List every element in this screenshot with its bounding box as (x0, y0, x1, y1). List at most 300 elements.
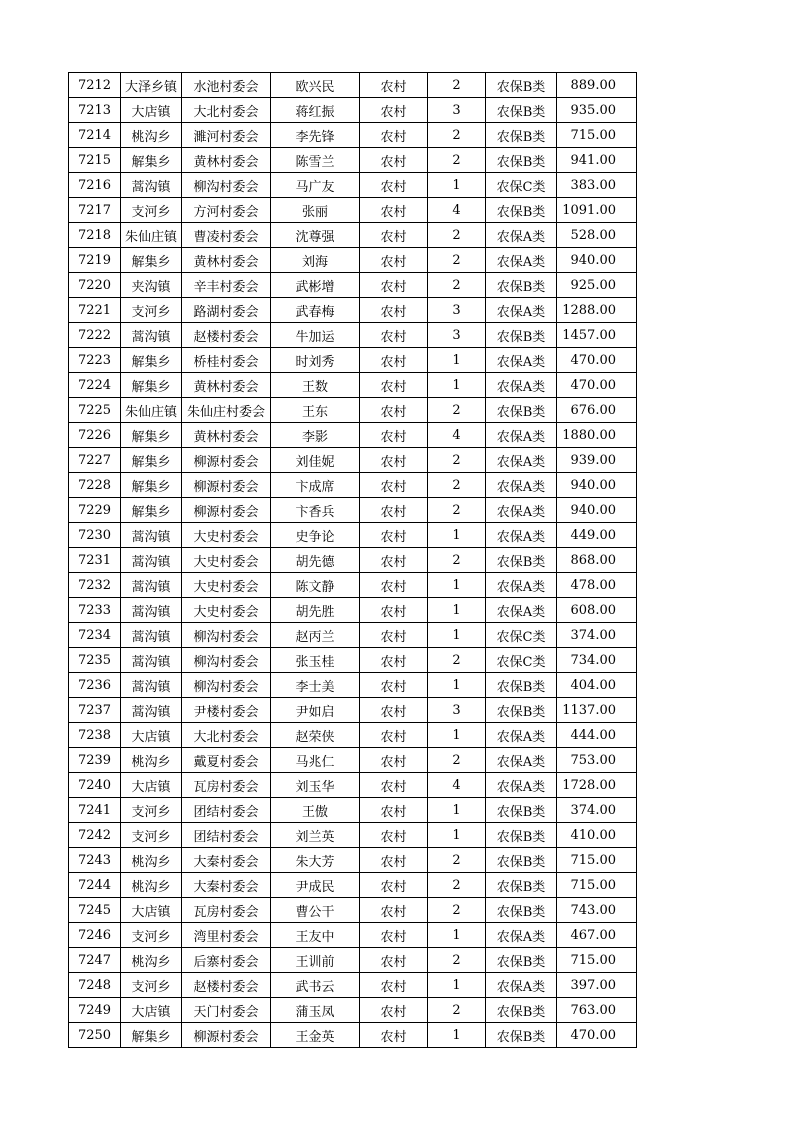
household-size-cell: 1 (428, 173, 486, 198)
household-size-cell: 2 (428, 473, 486, 498)
insurance-category-cell: 农保B类 (486, 948, 557, 973)
household-size-cell: 2 (428, 648, 486, 673)
person-name-cell: 陈文静 (271, 573, 360, 598)
insurance-category-cell: 农保B类 (486, 398, 557, 423)
row-number-cell: 7246 (69, 923, 121, 948)
household-size-cell: 2 (428, 748, 486, 773)
township-cell: 解集乡 (121, 473, 182, 498)
household-type-cell: 农村 (360, 523, 428, 548)
household-size-cell: 1 (428, 1023, 486, 1048)
household-size-cell: 2 (428, 948, 486, 973)
table-row (69, 573, 637, 598)
table-row (69, 423, 637, 448)
row-number-cell: 7236 (69, 673, 121, 698)
household-type-cell: 农村 (360, 273, 428, 298)
table-row (69, 323, 637, 348)
township-cell: 桃沟乡 (121, 848, 182, 873)
amount-cell: 940.00 (557, 473, 637, 498)
table-row (69, 448, 637, 473)
row-number-cell: 7249 (69, 998, 121, 1023)
row-number-cell: 7225 (69, 398, 121, 423)
household-size-cell: 3 (428, 298, 486, 323)
household-size-cell: 1 (428, 573, 486, 598)
table-row (69, 1023, 637, 1048)
person-name-cell: 刘海 (271, 248, 360, 273)
township-cell: 支河乡 (121, 823, 182, 848)
amount-cell: 528.00 (557, 223, 637, 248)
insurance-category-cell: 农保B类 (486, 1023, 557, 1048)
table-row (69, 548, 637, 573)
village-committee-cell: 赵楼村委会 (182, 323, 271, 348)
insurance-category-cell: 农保B类 (486, 698, 557, 723)
village-committee-cell: 瓦房村委会 (182, 898, 271, 923)
person-name-cell: 李士美 (271, 673, 360, 698)
person-name-cell: 李影 (271, 423, 360, 448)
person-name-cell: 王傲 (271, 798, 360, 823)
row-number-cell: 7212 (69, 73, 121, 98)
person-name-cell: 沈尊强 (271, 223, 360, 248)
insurance-category-cell: 农保B类 (486, 273, 557, 298)
village-committee-cell: 赵楼村委会 (182, 973, 271, 998)
township-cell: 解集乡 (121, 423, 182, 448)
household-size-cell: 3 (428, 698, 486, 723)
amount-cell: 763.00 (557, 998, 637, 1023)
village-committee-cell: 黄林村委会 (182, 423, 271, 448)
household-type-cell: 农村 (360, 348, 428, 373)
township-cell: 支河乡 (121, 923, 182, 948)
row-number-cell: 7214 (69, 123, 121, 148)
household-type-cell: 农村 (360, 473, 428, 498)
township-cell: 夹沟镇 (121, 273, 182, 298)
household-size-cell: 1 (428, 798, 486, 823)
table-row (69, 798, 637, 823)
village-committee-cell: 方河村委会 (182, 198, 271, 223)
amount-cell: 715.00 (557, 873, 637, 898)
person-name-cell: 蒲玉凤 (271, 998, 360, 1023)
township-cell: 解集乡 (121, 373, 182, 398)
insurance-category-cell: 农保B类 (486, 198, 557, 223)
township-cell: 桃沟乡 (121, 748, 182, 773)
township-cell: 蒿沟镇 (121, 698, 182, 723)
person-name-cell: 赵丙兰 (271, 623, 360, 648)
household-type-cell: 农村 (360, 548, 428, 573)
table-row (69, 148, 637, 173)
person-name-cell: 曹公干 (271, 898, 360, 923)
row-number-cell: 7239 (69, 748, 121, 773)
table-row (69, 523, 637, 548)
table-row (69, 748, 637, 773)
household-type-cell: 农村 (360, 998, 428, 1023)
household-type-cell: 农村 (360, 323, 428, 348)
row-number-cell: 7240 (69, 773, 121, 798)
row-number-cell: 7213 (69, 98, 121, 123)
household-type-cell: 农村 (360, 698, 428, 723)
household-size-cell: 1 (428, 373, 486, 398)
village-committee-cell: 黄林村委会 (182, 148, 271, 173)
insurance-category-cell: 农保B类 (486, 673, 557, 698)
township-cell: 支河乡 (121, 298, 182, 323)
household-size-cell: 1 (428, 673, 486, 698)
township-cell: 解集乡 (121, 448, 182, 473)
village-committee-cell: 天门村委会 (182, 998, 271, 1023)
insurance-category-cell: 农保C类 (486, 648, 557, 673)
insurance-category-cell: 农保B类 (486, 98, 557, 123)
table-row (69, 898, 637, 923)
village-committee-cell: 大北村委会 (182, 723, 271, 748)
household-size-cell: 4 (428, 198, 486, 223)
township-cell: 解集乡 (121, 248, 182, 273)
village-committee-cell: 尹楼村委会 (182, 698, 271, 723)
row-number-cell: 7223 (69, 348, 121, 373)
village-committee-cell: 柳源村委会 (182, 498, 271, 523)
household-size-cell: 3 (428, 98, 486, 123)
household-size-cell: 2 (428, 848, 486, 873)
person-name-cell: 张丽 (271, 198, 360, 223)
insurance-category-cell: 农保A类 (486, 573, 557, 598)
household-size-cell: 2 (428, 73, 486, 98)
amount-cell: 478.00 (557, 573, 637, 598)
township-cell: 蒿沟镇 (121, 623, 182, 648)
township-cell: 蒿沟镇 (121, 173, 182, 198)
village-committee-cell: 湾里村委会 (182, 923, 271, 948)
table-row (69, 873, 637, 898)
person-name-cell: 史争论 (271, 523, 360, 548)
township-cell: 蒿沟镇 (121, 598, 182, 623)
table-row (69, 123, 637, 148)
person-name-cell: 王东 (271, 398, 360, 423)
household-type-cell: 农村 (360, 798, 428, 823)
household-size-cell: 1 (428, 723, 486, 748)
household-type-cell: 农村 (360, 773, 428, 798)
person-name-cell: 武春梅 (271, 298, 360, 323)
row-number-cell: 7244 (69, 873, 121, 898)
table-row (69, 948, 637, 973)
amount-cell: 397.00 (557, 973, 637, 998)
row-number-cell: 7231 (69, 548, 121, 573)
household-type-cell: 农村 (360, 248, 428, 273)
insurance-category-cell: 农保B类 (486, 73, 557, 98)
row-number-cell: 7247 (69, 948, 121, 973)
row-number-cell: 7220 (69, 273, 121, 298)
household-size-cell: 2 (428, 498, 486, 523)
village-committee-cell: 柳沟村委会 (182, 623, 271, 648)
household-type-cell: 农村 (360, 423, 428, 448)
table-row (69, 823, 637, 848)
amount-cell: 1091.00 (557, 198, 637, 223)
household-type-cell: 农村 (360, 498, 428, 523)
table-row (69, 773, 637, 798)
township-cell: 朱仙庄镇 (121, 223, 182, 248)
household-size-cell: 1 (428, 348, 486, 373)
row-number-cell: 7227 (69, 448, 121, 473)
row-number-cell: 7230 (69, 523, 121, 548)
household-type-cell: 农村 (360, 298, 428, 323)
township-cell: 大店镇 (121, 98, 182, 123)
person-name-cell: 尹成民 (271, 873, 360, 898)
household-size-cell: 2 (428, 123, 486, 148)
household-type-cell: 农村 (360, 198, 428, 223)
township-cell: 蒿沟镇 (121, 573, 182, 598)
person-name-cell: 王友中 (271, 923, 360, 948)
amount-cell: 935.00 (557, 98, 637, 123)
row-number-cell: 7218 (69, 223, 121, 248)
village-committee-cell: 大秦村委会 (182, 848, 271, 873)
amount-cell: 449.00 (557, 523, 637, 548)
village-committee-cell: 大秦村委会 (182, 873, 271, 898)
amount-cell: 889.00 (557, 73, 637, 98)
township-cell: 蒿沟镇 (121, 548, 182, 573)
table-row (69, 348, 637, 373)
table-row (69, 398, 637, 423)
person-name-cell: 刘佳妮 (271, 448, 360, 473)
table-row (69, 623, 637, 648)
household-size-cell: 2 (428, 548, 486, 573)
person-name-cell: 王训前 (271, 948, 360, 973)
household-type-cell: 农村 (360, 898, 428, 923)
village-committee-cell: 大史村委会 (182, 598, 271, 623)
row-number-cell: 7217 (69, 198, 121, 223)
table-row (69, 73, 637, 98)
table-row (69, 723, 637, 748)
person-name-cell: 时刘秀 (271, 348, 360, 373)
insurance-category-cell: 农保B类 (486, 873, 557, 898)
insurance-category-cell: 农保A类 (486, 973, 557, 998)
amount-cell: 868.00 (557, 548, 637, 573)
person-name-cell: 蒋红振 (271, 98, 360, 123)
person-name-cell: 马兆仁 (271, 748, 360, 773)
insurance-category-cell: 农保B类 (486, 148, 557, 173)
table-row (69, 698, 637, 723)
village-committee-cell: 朱仙庄村委会 (182, 398, 271, 423)
village-committee-cell: 黄林村委会 (182, 373, 271, 398)
insurance-category-cell: 农保B类 (486, 998, 557, 1023)
township-cell: 大店镇 (121, 998, 182, 1023)
household-size-cell: 2 (428, 448, 486, 473)
household-size-cell: 2 (428, 248, 486, 273)
village-committee-cell: 后寨村委会 (182, 948, 271, 973)
insurance-category-cell: 农保B类 (486, 823, 557, 848)
insurance-category-cell: 农保A类 (486, 223, 557, 248)
insurance-category-cell: 农保B类 (486, 848, 557, 873)
household-type-cell: 农村 (360, 973, 428, 998)
amount-cell: 1457.00 (557, 323, 637, 348)
township-cell: 蒿沟镇 (121, 523, 182, 548)
amount-cell: 715.00 (557, 848, 637, 873)
table-row (69, 673, 637, 698)
person-name-cell: 卞香兵 (271, 498, 360, 523)
row-number-cell: 7243 (69, 848, 121, 873)
table-row (69, 848, 637, 873)
village-committee-cell: 桥桂村委会 (182, 348, 271, 373)
village-committee-cell: 辛丰村委会 (182, 273, 271, 298)
amount-cell: 374.00 (557, 798, 637, 823)
insurance-category-cell: 农保A类 (486, 373, 557, 398)
household-size-cell: 1 (428, 598, 486, 623)
village-committee-cell: 曹凌村委会 (182, 223, 271, 248)
amount-cell: 1880.00 (557, 423, 637, 448)
village-committee-cell: 柳源村委会 (182, 473, 271, 498)
row-number-cell: 7232 (69, 573, 121, 598)
township-cell: 大店镇 (121, 723, 182, 748)
person-name-cell: 欧兴民 (271, 73, 360, 98)
row-number-cell: 7226 (69, 423, 121, 448)
amount-cell: 753.00 (557, 748, 637, 773)
table-row (69, 298, 637, 323)
household-type-cell: 农村 (360, 123, 428, 148)
amount-cell: 715.00 (557, 948, 637, 973)
amount-cell: 444.00 (557, 723, 637, 748)
table-row (69, 923, 637, 948)
row-number-cell: 7250 (69, 1023, 121, 1048)
row-number-cell: 7215 (69, 148, 121, 173)
household-type-cell: 农村 (360, 948, 428, 973)
row-number-cell: 7245 (69, 898, 121, 923)
amount-cell: 410.00 (557, 823, 637, 848)
household-type-cell: 农村 (360, 673, 428, 698)
township-cell: 支河乡 (121, 798, 182, 823)
row-number-cell: 7228 (69, 473, 121, 498)
village-committee-cell: 团结村委会 (182, 823, 271, 848)
household-size-cell: 1 (428, 973, 486, 998)
table-row (69, 248, 637, 273)
row-number-cell: 7235 (69, 648, 121, 673)
table-row (69, 498, 637, 523)
amount-cell: 383.00 (557, 173, 637, 198)
person-name-cell: 胡先胜 (271, 598, 360, 623)
amount-cell: 1137.00 (557, 698, 637, 723)
township-cell: 解集乡 (121, 498, 182, 523)
row-number-cell: 7248 (69, 973, 121, 998)
amount-cell: 940.00 (557, 498, 637, 523)
person-name-cell: 牛加运 (271, 323, 360, 348)
table-row (69, 473, 637, 498)
person-name-cell: 王数 (271, 373, 360, 398)
village-committee-cell: 柳沟村委会 (182, 648, 271, 673)
person-name-cell: 陈雪兰 (271, 148, 360, 173)
township-cell: 大店镇 (121, 898, 182, 923)
row-number-cell: 7219 (69, 248, 121, 273)
household-type-cell: 农村 (360, 448, 428, 473)
insurance-category-cell: 农保A类 (486, 748, 557, 773)
amount-cell: 939.00 (557, 448, 637, 473)
amount-cell: 676.00 (557, 398, 637, 423)
table-row (69, 198, 637, 223)
row-number-cell: 7216 (69, 173, 121, 198)
row-number-cell: 7234 (69, 623, 121, 648)
row-number-cell: 7222 (69, 323, 121, 348)
records-table-body (69, 73, 637, 1048)
insurance-category-cell: 农保B类 (486, 123, 557, 148)
township-cell: 蒿沟镇 (121, 648, 182, 673)
table-row (69, 973, 637, 998)
household-type-cell: 农村 (360, 98, 428, 123)
amount-cell: 1728.00 (557, 773, 637, 798)
person-name-cell: 卞成席 (271, 473, 360, 498)
household-type-cell: 农村 (360, 873, 428, 898)
amount-cell: 715.00 (557, 123, 637, 148)
household-type-cell: 农村 (360, 823, 428, 848)
table-row (69, 223, 637, 248)
person-name-cell: 朱大芳 (271, 848, 360, 873)
table-row (69, 98, 637, 123)
village-committee-cell: 濉河村委会 (182, 123, 271, 148)
village-committee-cell: 大史村委会 (182, 573, 271, 598)
household-size-cell: 2 (428, 223, 486, 248)
amount-cell: 743.00 (557, 898, 637, 923)
amount-cell: 470.00 (557, 348, 637, 373)
township-cell: 桃沟乡 (121, 123, 182, 148)
person-name-cell: 王金英 (271, 1023, 360, 1048)
insurance-category-cell: 农保A类 (486, 248, 557, 273)
household-size-cell: 1 (428, 923, 486, 948)
township-cell: 朱仙庄镇 (121, 398, 182, 423)
household-size-cell: 4 (428, 423, 486, 448)
household-size-cell: 3 (428, 323, 486, 348)
amount-cell: 925.00 (557, 273, 637, 298)
insurance-category-cell: 农保A类 (486, 448, 557, 473)
insurance-category-cell: 农保A类 (486, 348, 557, 373)
person-name-cell: 刘兰英 (271, 823, 360, 848)
household-size-cell: 1 (428, 823, 486, 848)
township-cell: 解集乡 (121, 1023, 182, 1048)
village-committee-cell: 大史村委会 (182, 548, 271, 573)
village-committee-cell: 大北村委会 (182, 98, 271, 123)
row-number-cell: 7242 (69, 823, 121, 848)
household-size-cell: 2 (428, 398, 486, 423)
table-row (69, 373, 637, 398)
person-name-cell: 张玉桂 (271, 648, 360, 673)
village-committee-cell: 团结村委会 (182, 798, 271, 823)
amount-cell: 941.00 (557, 148, 637, 173)
household-type-cell: 农村 (360, 148, 428, 173)
household-size-cell: 4 (428, 773, 486, 798)
amount-cell: 374.00 (557, 623, 637, 648)
table-row (69, 173, 637, 198)
household-size-cell: 2 (428, 873, 486, 898)
township-cell: 蒿沟镇 (121, 673, 182, 698)
household-size-cell: 2 (428, 998, 486, 1023)
insurance-category-cell: 农保A类 (486, 523, 557, 548)
household-type-cell: 农村 (360, 848, 428, 873)
insurance-category-cell: 农保A类 (486, 498, 557, 523)
table-row (69, 598, 637, 623)
household-type-cell: 农村 (360, 748, 428, 773)
township-cell: 蒿沟镇 (121, 323, 182, 348)
household-type-cell: 农村 (360, 598, 428, 623)
household-type-cell: 农村 (360, 223, 428, 248)
township-cell: 支河乡 (121, 198, 182, 223)
insurance-category-cell: 农保B类 (486, 798, 557, 823)
row-number-cell: 7238 (69, 723, 121, 748)
insurance-category-cell: 农保B类 (486, 548, 557, 573)
amount-cell: 734.00 (557, 648, 637, 673)
township-cell: 解集乡 (121, 348, 182, 373)
person-name-cell: 马广友 (271, 173, 360, 198)
household-size-cell: 2 (428, 148, 486, 173)
person-name-cell: 武彬增 (271, 273, 360, 298)
amount-cell: 1288.00 (557, 298, 637, 323)
household-type-cell: 农村 (360, 723, 428, 748)
row-number-cell: 7229 (69, 498, 121, 523)
insurance-category-cell: 农保A类 (486, 598, 557, 623)
insurance-category-cell: 农保A类 (486, 923, 557, 948)
person-name-cell: 武书云 (271, 973, 360, 998)
row-number-cell: 7237 (69, 698, 121, 723)
household-type-cell: 农村 (360, 648, 428, 673)
person-name-cell: 尹如启 (271, 698, 360, 723)
village-committee-cell: 柳沟村委会 (182, 173, 271, 198)
household-type-cell: 农村 (360, 398, 428, 423)
